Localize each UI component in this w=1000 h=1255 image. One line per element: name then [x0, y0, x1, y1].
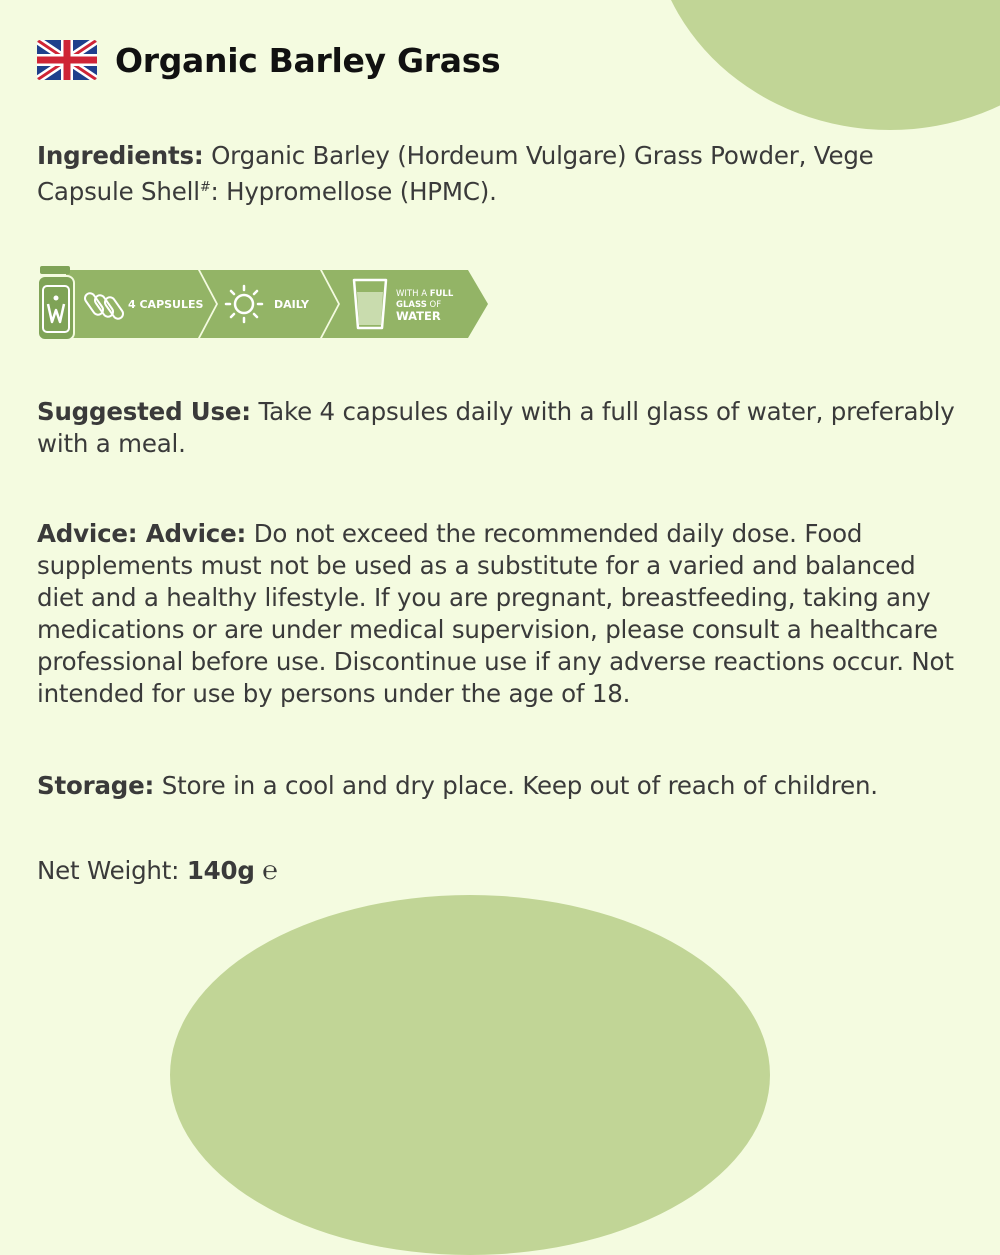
- bottle-icon: [38, 266, 74, 340]
- step3-line1-b: FULL: [429, 289, 454, 299]
- decorative-blob-bottom: [170, 895, 770, 1255]
- advice-section: [37, 518, 967, 710]
- ingredients-text-2: : Hypromellose (HPMC).: [210, 177, 497, 207]
- step3-line1-a: WITH A: [396, 289, 430, 299]
- step2-label: DAILY: [274, 298, 309, 311]
- step3-line2-a: GLASS: [396, 300, 427, 310]
- ingredients-text: Organic Barley (Hordeum Vulgare) Grass Powder, Vege Capsule Shell: [37, 141, 874, 207]
- net-weight-label: Net Weight:: [37, 856, 180, 885]
- dosage-strip: [36, 266, 496, 342]
- storage-label: Storage:: [37, 771, 155, 800]
- net-weight-section: [37, 855, 967, 887]
- advice-text: Do not exceed the recommended daily dose. Food supplements must not be used as a substitute for a varied and balanced diet and a healthy lifestyle. If you are pregnant, breastfeeding, taking any medications or are under medical supervision, please consult a healthcare professional before use. Discontinue use if any adverse reactions occur. Not intended for use by persons under the age of 18.: [37, 519, 954, 708]
- advice-label: Advice: Advice:: [37, 519, 247, 548]
- suggested-use-section: [37, 396, 967, 460]
- step-arrow-2: [200, 270, 338, 338]
- estimated-sign-icon: ℮: [262, 856, 278, 886]
- page-title: Organic Barley Grass: [115, 40, 501, 80]
- uk-flag-icon: [37, 40, 97, 80]
- storage-text: Store in a cool and dry place. Keep out of reach of children.: [161, 771, 878, 800]
- step3-line1: [396, 289, 454, 299]
- header: [37, 40, 500, 80]
- storage-section: [37, 770, 967, 802]
- net-weight-value: 140g: [186, 856, 255, 885]
- suggested-use-label: Suggested Use:: [37, 397, 251, 426]
- suggested-use-text: Take 4 capsules daily with a full glass of water, preferably with a meal.: [37, 397, 955, 458]
- ingredients-label: Ingredients:: [37, 141, 204, 170]
- step1-label: 4 CAPSULES: [128, 298, 204, 311]
- ingredients-footnote-mark: #: [199, 180, 211, 195]
- step3-line3: WATER: [396, 309, 441, 323]
- decorative-blob-top: [650, 0, 1000, 130]
- ingredients-section: [37, 140, 967, 208]
- step3-line2-b: OF: [426, 300, 442, 310]
